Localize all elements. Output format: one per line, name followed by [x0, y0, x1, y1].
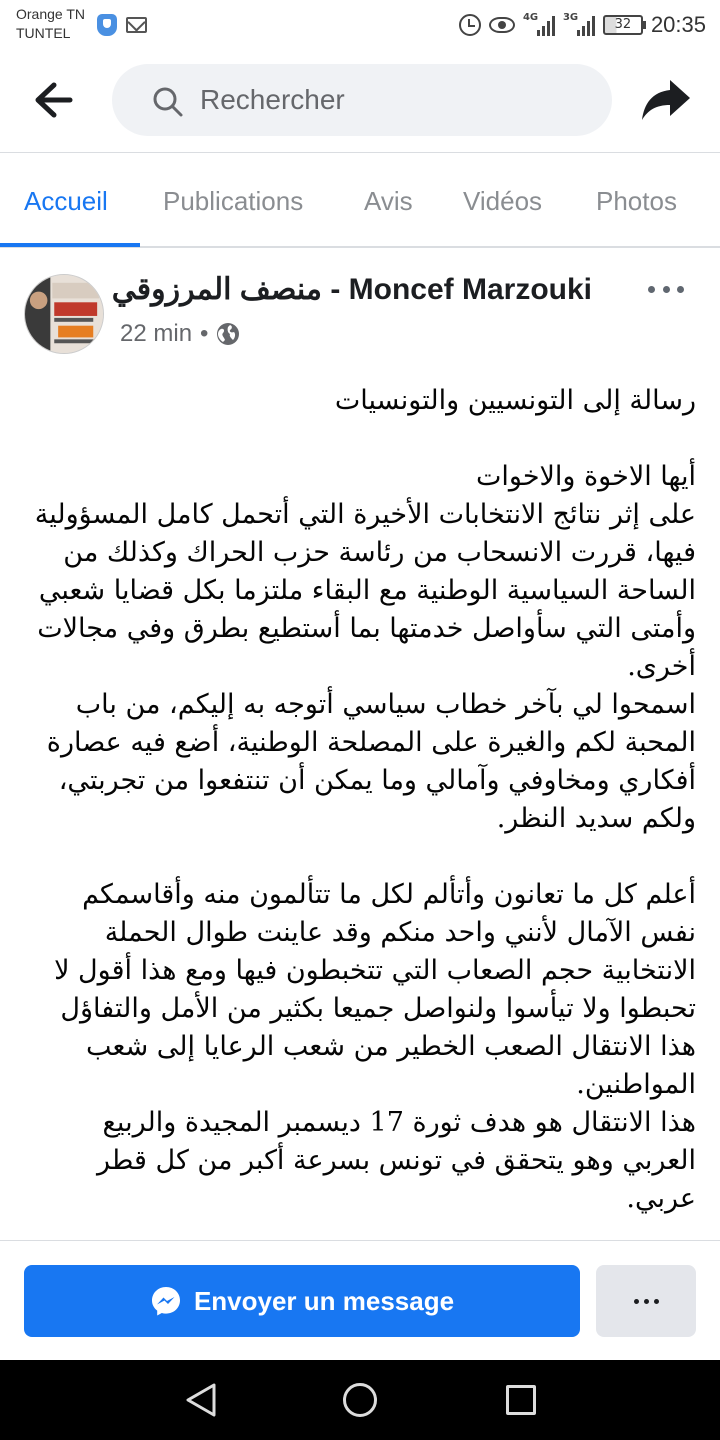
alarm-icon [459, 14, 481, 36]
paragraph-spacer [24, 420, 696, 458]
network-type-label: 4G [522, 12, 539, 23]
page-action-bar [0, 1240, 720, 1360]
clock: 20:35 [650, 12, 706, 37]
share-icon[interactable] [640, 78, 692, 122]
signal-icon [523, 14, 555, 36]
battery-level: 32 [614, 17, 632, 32]
search-header [0, 52, 720, 150]
send-message-label: Envoyer un message [193, 1285, 455, 1316]
search-bar[interactable] [112, 64, 612, 136]
messenger-icon [150, 1285, 182, 1317]
status-icons [459, 8, 706, 42]
tab-videos[interactable]: Vidéos [463, 186, 543, 216]
nav-recents-icon[interactable] [506, 1385, 536, 1415]
search-icon [152, 86, 184, 118]
nav-back-icon[interactable] [184, 1382, 218, 1418]
mail-icon [126, 17, 147, 33]
avatar[interactable] [24, 274, 104, 354]
send-message-button[interactable] [24, 1265, 580, 1337]
post-card [0, 256, 720, 1240]
tab-accueil[interactable]: Accueil [24, 186, 108, 216]
carrier-info [16, 5, 85, 43]
active-tab-indicator [0, 243, 140, 247]
status-bar [0, 0, 720, 52]
post-paragraph: أعلم كل ما تعانون وأتألم لكل ما تتألمون منه وأقاسمكم نفس الآمال لأنني واحد منكم وقد عاينت طوال الحملة الانتخابية حجم الصعاب التي تتخبطون فيها ومع هذا أقول لا تحبطوا ولا تيأسوا ولنواصل جميعا بكثير من الأمل والتفاؤل هذا الانتقال الصعب الخطير من شعب الرعايا إلى شعب المواطنين. هذا الانتقال هو هدف ثورة 17 ديسمبر المجيدة والربيع العربي وهو يتحقق في تونس بسرعة أكبر من كل قطر عربي. [54, 879, 696, 1214]
globe-icon [216, 322, 240, 346]
page-tabs [0, 152, 720, 248]
vpn-shield-icon [97, 14, 117, 36]
paragraph-spacer [24, 838, 696, 876]
post-paragraph: أيها الاخوة والاخوات على إثر نتائج الانتخابات الأخيرة التي أتحمل كامل المسؤولية فيها، قررت الانسحاب من رئاسة حزب الحراك وكذلك من الساحة السياسية الوطنية مع البقاء ملتزما بكل قضايا شعبي وأمتى التي سأواصل خدمتها بما أستطيع بطرق وفي مجالات أخرى. اسمحوا لي بآخر خطاب سياسي أتوجه به إليكم، من باب المحبة لكم والغيرة على المصلحة الوطنية، أضع فيه عصارة أفكاري ومخاوفي وآمالي وما يمكن أن تنتفعوا من تجربتي، ولكم سديد النظر. [34, 461, 696, 834]
nav-home-icon[interactable] [343, 1383, 377, 1417]
more-actions-button[interactable] [596, 1265, 696, 1337]
search-input[interactable] [200, 64, 590, 136]
meta-separator: • [200, 320, 209, 347]
carrier-secondary: TUNTEL [16, 25, 71, 41]
post-meta [120, 320, 240, 348]
eye-comfort-icon [489, 17, 515, 33]
post-text [24, 382, 696, 1218]
post-options-icon[interactable] [644, 274, 688, 304]
battery-icon [603, 15, 643, 35]
post-time[interactable]: 22 min [120, 320, 193, 347]
carrier-name: Orange TN [16, 6, 85, 22]
page-name[interactable]: منصف المرزوقي - Moncef Marzouki [111, 273, 592, 306]
tab-publications[interactable]: Publications [163, 186, 304, 216]
network-type-label-secondary: 3G [562, 12, 579, 23]
post-paragraph-title: رسالة إلى التونسيين والتونسيات [334, 385, 696, 416]
back-arrow-icon[interactable] [32, 80, 76, 120]
tab-avis[interactable]: Avis [364, 186, 413, 216]
tab-photos[interactable]: Photos [596, 186, 677, 216]
system-nav-bar [0, 1360, 720, 1440]
signal-icon-secondary [563, 14, 595, 36]
